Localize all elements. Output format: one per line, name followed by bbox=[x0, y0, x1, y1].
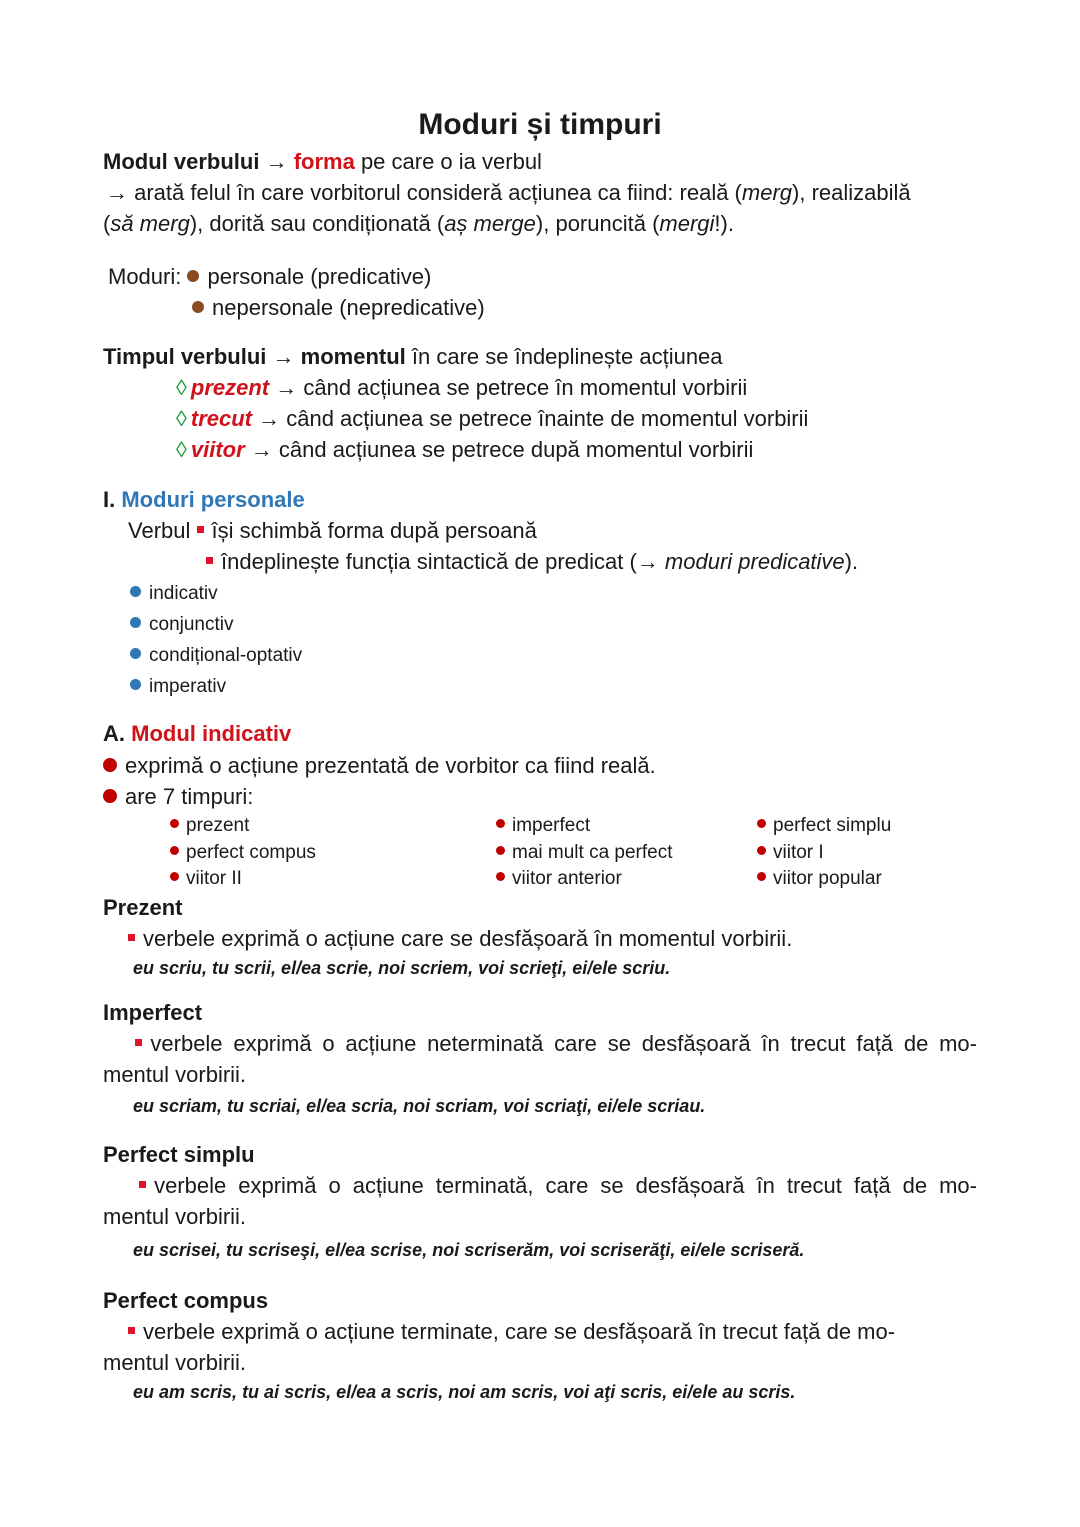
timp-item-viitor: ◊ viitor → când acțiunea se petrece după momentul vorbirii bbox=[176, 437, 754, 462]
list-item: indicativ bbox=[130, 579, 218, 609]
bullet-icon bbox=[130, 679, 141, 690]
prezent-example: eu scriu, tu scrii, el/ea scrie, noi scriem, voi scrieţi, ei/ele scriu. bbox=[133, 958, 671, 978]
perfect-compus-example: eu am scris, tu ai scris, el/ea a scris, noi am scris, voi aţi scris, ei/ele au scris. bbox=[133, 1382, 796, 1402]
bullet-icon bbox=[496, 846, 505, 855]
bullet-icon bbox=[170, 846, 179, 855]
list-item: imperfect bbox=[496, 811, 590, 841]
square-bullet-icon bbox=[206, 557, 213, 564]
list-item: viitor anterior bbox=[496, 864, 622, 894]
bullet-icon bbox=[170, 819, 179, 828]
square-bullet-icon bbox=[128, 934, 135, 941]
bullet-icon bbox=[187, 270, 199, 282]
moduri-list-item-personale: Moduri: personale (predicative) bbox=[108, 264, 432, 289]
bullet-icon bbox=[103, 758, 117, 772]
bullet-icon bbox=[170, 872, 179, 881]
modul-explanation-line1: → arată felul în care vorbitorul consideră acțiunea ca fiind: reală (merg), realizabilă bbox=[106, 180, 911, 205]
imperfect-description-line2: mentul vorbirii. bbox=[103, 1062, 247, 1087]
bullet-icon bbox=[103, 789, 117, 803]
page-title: Moduri și timpuri bbox=[418, 108, 662, 141]
bullet-icon bbox=[130, 617, 141, 628]
indicativ-point-1: exprimă o acțiune prezentată de vorbitor ca fiind reală. bbox=[103, 751, 656, 781]
list-item: imperativ bbox=[130, 672, 226, 702]
list-item: condițional-optativ bbox=[130, 641, 302, 671]
bullet-icon bbox=[757, 872, 766, 881]
imperfect-description-line1: verbele exprimă o acțiune neterminată care se desfășoară în trecut față de mo- bbox=[103, 1029, 977, 1059]
perfect-simplu-description-line1: verbele exprimă o acțiune terminată, care se desfășoară în trecut față de mo- bbox=[103, 1171, 977, 1201]
personale-point-2: îndeplinește funcția sintactică de predicat (→ moduri predicative). bbox=[206, 547, 858, 577]
list-item: mai mult ca perfect bbox=[496, 838, 673, 868]
diamond-icon: ◊ bbox=[176, 375, 187, 400]
diamond-icon: ◊ bbox=[176, 437, 187, 462]
list-item: conjunctiv bbox=[130, 610, 234, 640]
list-item: prezent bbox=[170, 811, 249, 841]
indicativ-point-2: are 7 timpuri: bbox=[103, 782, 253, 812]
square-bullet-icon bbox=[139, 1181, 146, 1188]
section-heading-prezent: Prezent bbox=[103, 895, 183, 920]
prezent-description: verbele exprimă o acțiune care se desfășoară în momentul vorbirii. bbox=[128, 924, 792, 954]
perfect-simplu-example: eu scrisei, tu scriseşi, el/ea scrise, noi scriserăm, voi scriserăţi, ei/ele scriseră. bbox=[133, 1240, 805, 1260]
bullet-icon bbox=[496, 819, 505, 828]
list-item: viitor popular bbox=[757, 864, 882, 894]
modul-definition: Modul verbului → forma pe care o ia verbul bbox=[103, 149, 542, 174]
list-item: viitor I bbox=[757, 838, 824, 868]
bullet-icon bbox=[130, 648, 141, 659]
perfect-compus-description-line1: verbele exprimă o acțiune terminate, care se desfășoară în trecut față de mo- bbox=[128, 1317, 895, 1347]
modul-explanation-line2: (să merg), dorită sau condiționată (aș merge), poruncită (mergi!). bbox=[103, 211, 734, 236]
section-heading-modul-indicativ: A. Modul indicativ bbox=[103, 721, 292, 746]
personale-point-1: Verbul își schimbă forma după persoană bbox=[128, 518, 537, 543]
timp-item-prezent: ◊ prezent → când acțiunea se petrece în momentul vorbirii bbox=[176, 375, 748, 400]
perfect-compus-description-line2: mentul vorbirii. bbox=[103, 1350, 247, 1375]
bullet-icon bbox=[130, 586, 141, 597]
list-item: viitor II bbox=[170, 864, 242, 894]
timp-item-trecut: ◊ trecut → când acțiunea se petrece înainte de momentul vorbirii bbox=[176, 406, 809, 431]
section-heading-perfect-compus: Perfect compus bbox=[103, 1288, 269, 1313]
bullet-icon bbox=[757, 819, 766, 828]
moduri-list-item-nepersonale: nepersonale (nepredicative) bbox=[192, 293, 485, 323]
bullet-icon bbox=[757, 846, 766, 855]
bullet-icon bbox=[192, 301, 204, 313]
timpul-definition: Timpul verbului → momentul în care se îndeplinește acțiunea bbox=[103, 344, 723, 369]
bullet-icon bbox=[496, 872, 505, 881]
list-item: perfect simplu bbox=[757, 811, 891, 841]
square-bullet-icon bbox=[128, 1327, 135, 1334]
section-heading-imperfect: Imperfect bbox=[103, 1000, 203, 1025]
diamond-icon: ◊ bbox=[176, 406, 187, 431]
perfect-simplu-description-line2: mentul vorbirii. bbox=[103, 1204, 247, 1229]
square-bullet-icon bbox=[135, 1039, 142, 1046]
square-bullet-icon bbox=[197, 526, 204, 533]
imperfect-example: eu scriam, tu scriai, el/ea scria, noi scriam, voi scriaţi, ei/ele scriau. bbox=[133, 1096, 706, 1116]
list-item: perfect compus bbox=[170, 838, 316, 868]
section-heading-moduri-personale: I. Moduri personale bbox=[103, 487, 305, 512]
section-heading-perfect-simplu: Perfect simplu bbox=[103, 1142, 255, 1167]
